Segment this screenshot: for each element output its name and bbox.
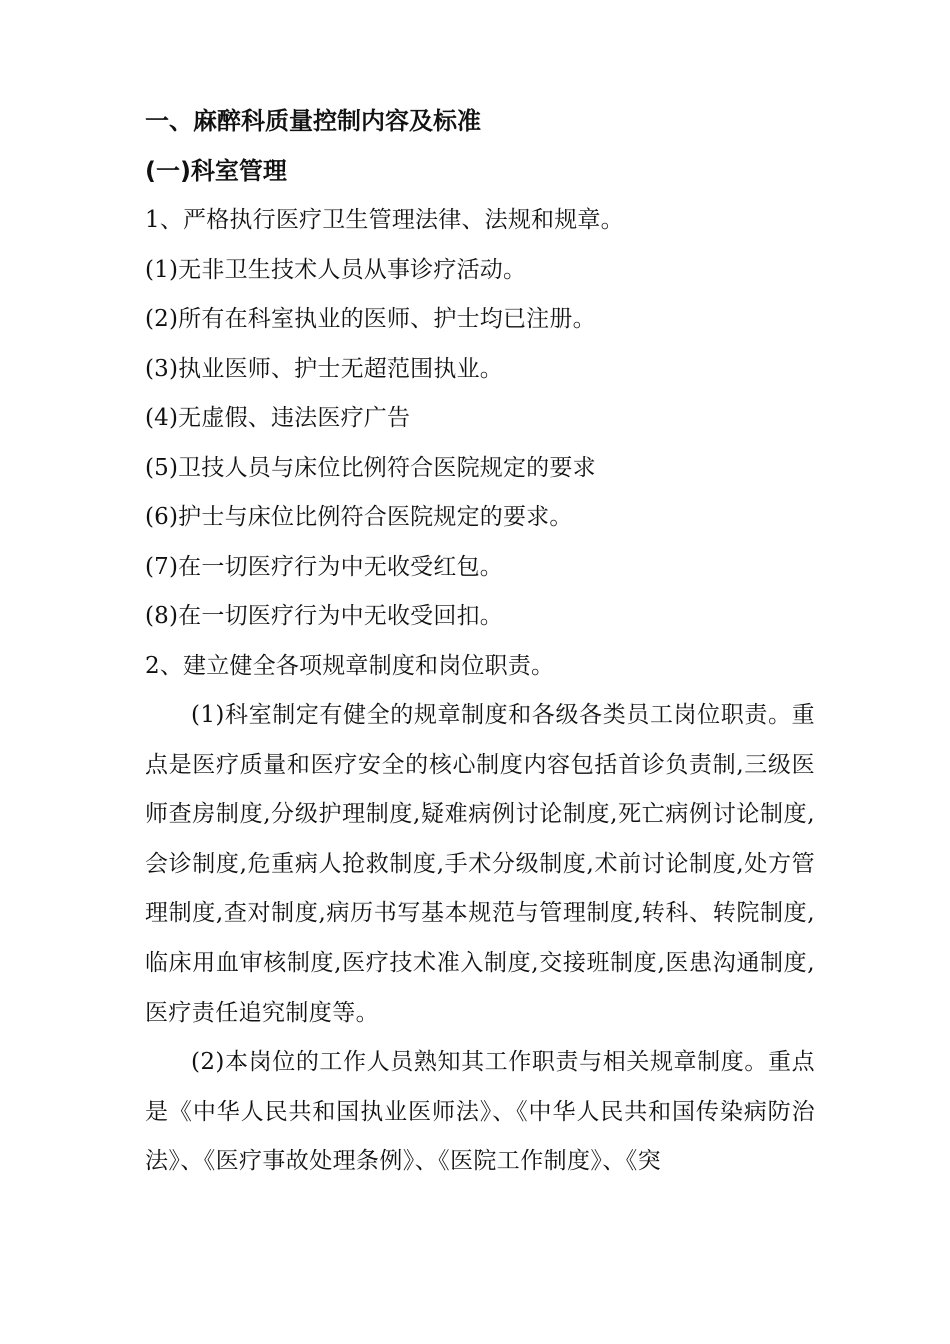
item1-title: 1、严格执行医疗卫生管理法律、法规和规章。 xyxy=(145,207,624,233)
document-title: 一、麻醉科质量控制内容及标准 xyxy=(145,107,481,135)
item1-point-8: (8)在一切医疗行为中无收受回扣。 xyxy=(145,603,503,629)
item1-point-6: (6)护士与床位比例符合医院规定的要求。 xyxy=(145,504,573,530)
section-title: (一)科室管理 xyxy=(145,157,287,185)
item1-point-7: (7)在一切医疗行为中无收受红包。 xyxy=(145,553,503,580)
item1-point-5: (5)卫技人员与床位比例符合医院规定的要求 xyxy=(145,454,596,481)
item2-paragraph-2: (2)本岗位的工作人员熟知其工作职责与相关规章制度。重点是《中华人民共和国执业医师法》、《中华人民共和国传染病防治法》、《医疗事故处理条例》、《医院工作制度》、《突 xyxy=(145,1049,815,1175)
item1-point-2: (2)所有在科室执业的医师、护士均已注册。 xyxy=(145,306,596,332)
item1-point-3: (3)执业医师、护士无超范围执业。 xyxy=(145,355,503,382)
item2-title: 2、建立健全各项规章制度和岗位职责。 xyxy=(145,652,555,679)
document-page xyxy=(145,96,815,1187)
item1-point-4: (4)无虚假、违法医疗广告 xyxy=(145,405,411,431)
item2-paragraph-1: (1)科室制定有健全的规章制度和各级各类员工岗位职责。重点是医疗质量和医疗安全的核心制度内容包括首诊负责制,三级医师查房制度,分级护理制度,疑难病例讨论制度,死亡病例讨论制度,会诊制度,危重病人抢救制度,手术分级制度,术前讨论制度,处方管理制度,查对制度,病历书写基本规范与管理制度,转科、转院制度,临床用血审核制度,医疗技术准入制度,交接班制度,医患沟通制度,医疗责任追究制度等。 xyxy=(145,702,815,1026)
item1-point-1: (1)无非卫生技术人员从事诊疗活动。 xyxy=(145,256,527,283)
